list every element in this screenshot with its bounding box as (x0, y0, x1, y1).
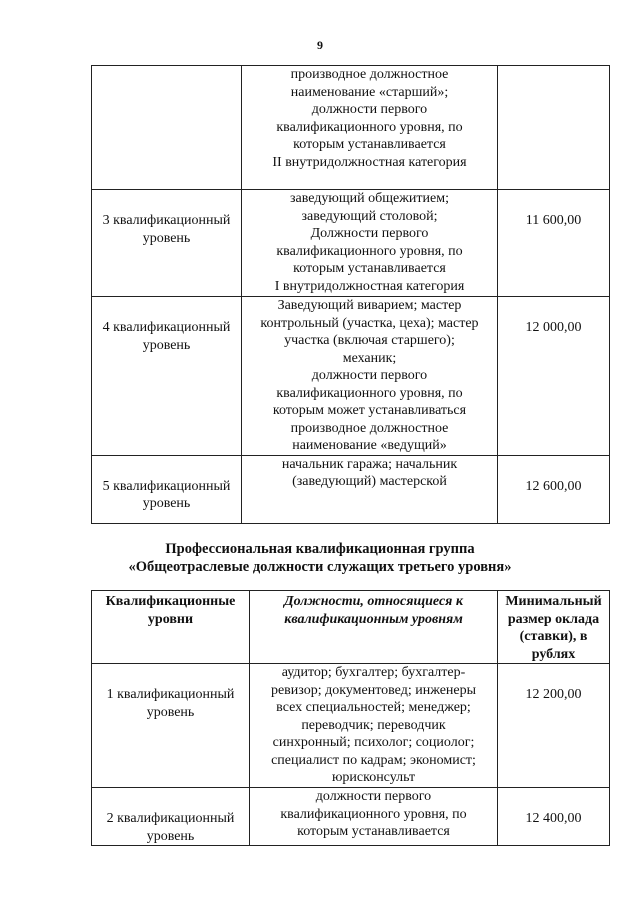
position-line: аудитор; бухгалтер; бухгалтер- (281, 665, 466, 680)
level-cell: 2 квалификационный уровень (92, 788, 250, 846)
salary-cell (498, 66, 610, 190)
table-header-row (92, 591, 610, 664)
position-line: переводчик; переводчик (301, 717, 446, 733)
position-line: заведующий общежитием; (289, 191, 449, 206)
table-row (92, 664, 610, 788)
position-line: квалификационного уровня, по (280, 806, 467, 822)
position-line: синхронный; психолог; социолог; (272, 735, 475, 750)
position-line: участка (включая старшего); (284, 333, 455, 348)
salary-cell: 12 200,00 (498, 664, 610, 788)
position-line: которым может устанавливаться (272, 403, 467, 418)
position-line: наименование «ведущий» (292, 438, 447, 453)
salary-cell: 11 600,00 (498, 190, 610, 297)
position-line: которым устанавливается (297, 824, 450, 839)
header-levels: Квалификационные уровни (92, 591, 250, 664)
level-cell: 4 квалификационный уровень (92, 297, 242, 456)
positions-cell (242, 190, 498, 297)
position-line: квалификационного уровня, по (276, 119, 463, 135)
level-cell: 3 квалификационный уровень (92, 190, 242, 297)
position-line: Заведующий виварием; мастер (277, 298, 462, 313)
salary-cell: 12 600,00 (498, 455, 610, 523)
position-line: контрольный (участка, цеха); мастер (260, 315, 479, 331)
position-line: заведующий столовой; (301, 208, 438, 224)
positions-cell (250, 664, 498, 788)
position-line: квалификационного уровня, по (276, 385, 463, 401)
position-line: механик; (342, 350, 397, 366)
positions-cell (250, 788, 498, 846)
position-line: ревизор; документовед; инженеры (270, 682, 477, 698)
salary-cell: 12 400,00 (498, 788, 610, 846)
table-row (92, 788, 610, 846)
salary-cell: 12 000,00 (498, 297, 610, 456)
header-salary: Минимальный размер оклада (ставки), в рублях (498, 591, 610, 664)
level-cell: 5 квалификационный уровень (92, 455, 242, 523)
positions-cell (242, 297, 498, 456)
position-line: должности первого (315, 789, 432, 804)
table-row (92, 297, 610, 456)
position-line: начальник гаража; начальник (281, 456, 458, 472)
position-line: производное должностное (290, 420, 449, 436)
position-line: квалификационного уровня, по (276, 243, 463, 259)
qualification-table-2 (91, 590, 610, 846)
position-line: которым устанавливается (293, 137, 446, 152)
positions-cell (242, 66, 498, 190)
position-line: которым устанавливается (293, 261, 446, 276)
page-number: 9 (317, 38, 323, 52)
section-title (0, 540, 640, 576)
level-cell: 1 квалификационный уровень (92, 664, 250, 788)
position-line: всех специальностей; менеджер; (276, 700, 471, 715)
section-title-line: «Общеотраслевые должности служащих третьего уровня» (128, 559, 512, 575)
position-line: (заведующий) мастерской (292, 474, 447, 489)
position-line: юрисконсульт (331, 770, 416, 785)
section-title-line: Профессиональная квалификационная группа (165, 541, 475, 557)
positions-cell (242, 455, 498, 523)
position-line: должности первого (311, 368, 428, 383)
level-cell (92, 66, 242, 190)
table-row (92, 190, 610, 297)
position-line: специалист по кадрам; экономист; (271, 752, 476, 768)
position-line: производное должностное (290, 67, 449, 82)
position-line: наименование «старший»; (290, 84, 449, 100)
table-row (92, 455, 610, 523)
position-line: I внутридолжностная категория (274, 278, 465, 294)
position-line: II внутридолжностная категория (272, 154, 467, 170)
position-line: Должности первого (310, 226, 429, 241)
header-positions: Должности, относящиеся к квалификационным уровням (250, 591, 498, 664)
position-line: должности первого (311, 102, 428, 117)
qualification-table-1 (91, 65, 610, 524)
table-row (92, 66, 610, 190)
